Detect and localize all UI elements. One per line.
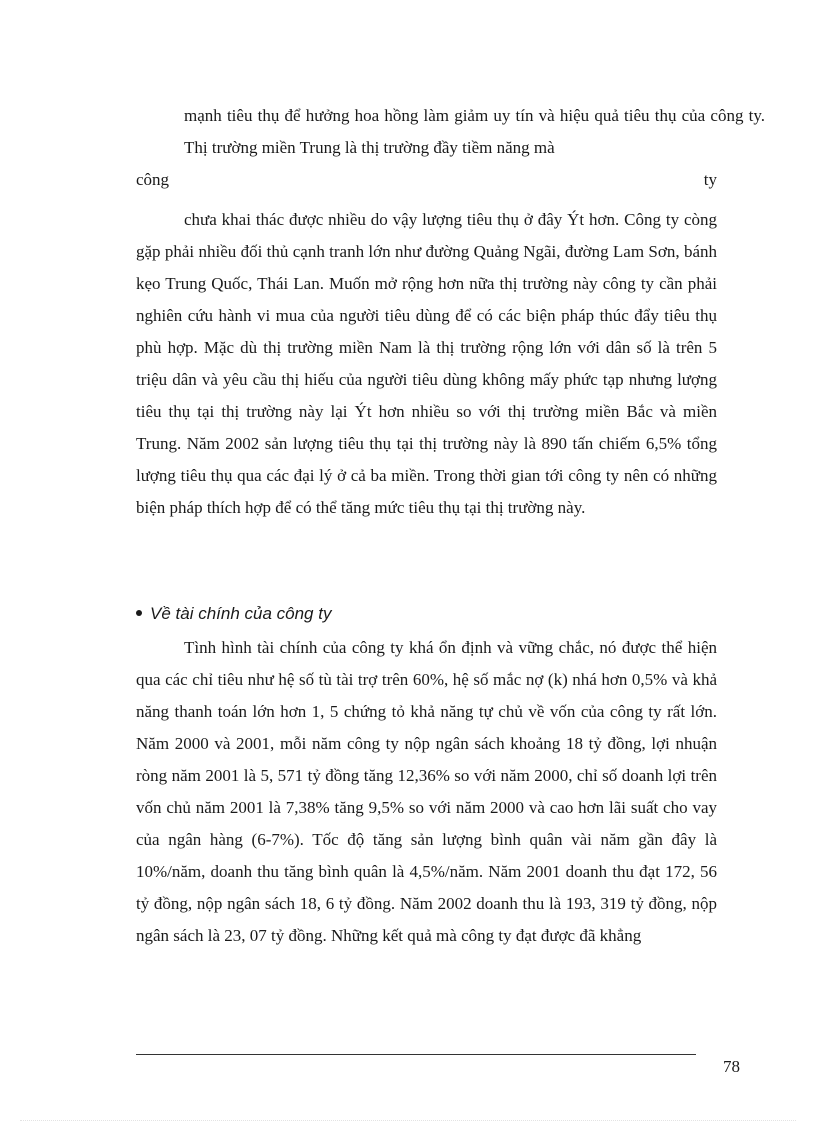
paragraph-1: mạnh tiêu thụ để hưởng hoa hồng làm giảm uy tín và hiệu quả tiêu thụ của công ty. Thị trường miền Trung là thị trường đầy tiềm năng mà bbox=[184, 106, 765, 157]
paragraph-1-last-line: công ty bbox=[136, 170, 717, 189]
paragraph-3: Tình hình tài chính của công ty khá ổn định và vững chắc, nó được thể hiện qua các chỉ tiêu như hệ số tù tài trợ trên 60%, hệ số mắc nợ (k) nhá hơn 0,5% và khả năng thanh toán lớn hơn 1, 5 chứng tỏ khả năng tự chủ về vốn của công ty rất lớn. Năm 2000 và 2001, mỗi năm công ty nộp ngân sách khoảng 18 tỷ đồng, lợi nhuận ròng năm 2001 là 5, 571 tỷ đồng tăng 12,36% so với năm 2000, chỉ số doanh lợi trên vốn chủ năm 2001 là 7,38% tăng 9,5% so với năm 2000 và cao hơn lãi suất cho vay của ngân hàng (6-7%). Tốc độ tăng sản lượng bình quân vài năm gần đây là 10%/năm, doanh thu tăng bình quân là 4,5%/năm. Năm 2001 doanh thu đạt 172, 56 tỷ đồng, nộp ngân sách 18, 6 tỷ đồng. Năm 2002 doanh thu là 193, 319 tỷ đồng, nộp ngân sách là 23, 07 tỷ đồng. Những kết quả mà công ty đạt được đã khẳng bbox=[136, 638, 717, 945]
footer-divider bbox=[136, 1054, 696, 1055]
page-bottom-border bbox=[20, 1120, 796, 1121]
section-heading bbox=[136, 600, 717, 628]
bullet-icon bbox=[136, 610, 142, 616]
section-heading-text: Về tài chính của công ty bbox=[150, 604, 332, 623]
page-number: 78 bbox=[723, 1057, 740, 1076]
paragraph-2: chưa khai thác được nhiều do vậy lượng tiêu thụ ở đây Ýt hơn. Công ty còng gặp phải nhiều đối thủ cạnh tranh lớn như đường Quảng Ngãi, đường Lam Sơn, bánh kẹo Trung Quốc, Thái Lan. Muốn mở rộng hơn nữa thị trường này công ty cần phải nghiên cứu hành vi mua của người tiêu dùng để có các biện pháp thúc đẩy tiêu thụ phù hợp. Mặc dù thị trường miền Nam là thị trường rộng lớn với dân số là trên 5 triệu dân và yêu cầu thị hiếu của người tiêu dùng không mấy phức tạp nhưng lượng tiêu thụ tại thị trường này lại Ýt hơn nhiều so với thị trường miền Bắc và miền Trung. Năm 2002 sản lượng tiêu thụ tại thị trường này là 890 tấn chiếm 6,5% tổng lượng tiêu thụ qua các đại lý ở cả ba miền. Trong thời gian tới công ty nên có những biện pháp thích hợp để có thể tăng mức tiêu thụ tại thị trường này. bbox=[136, 210, 717, 517]
